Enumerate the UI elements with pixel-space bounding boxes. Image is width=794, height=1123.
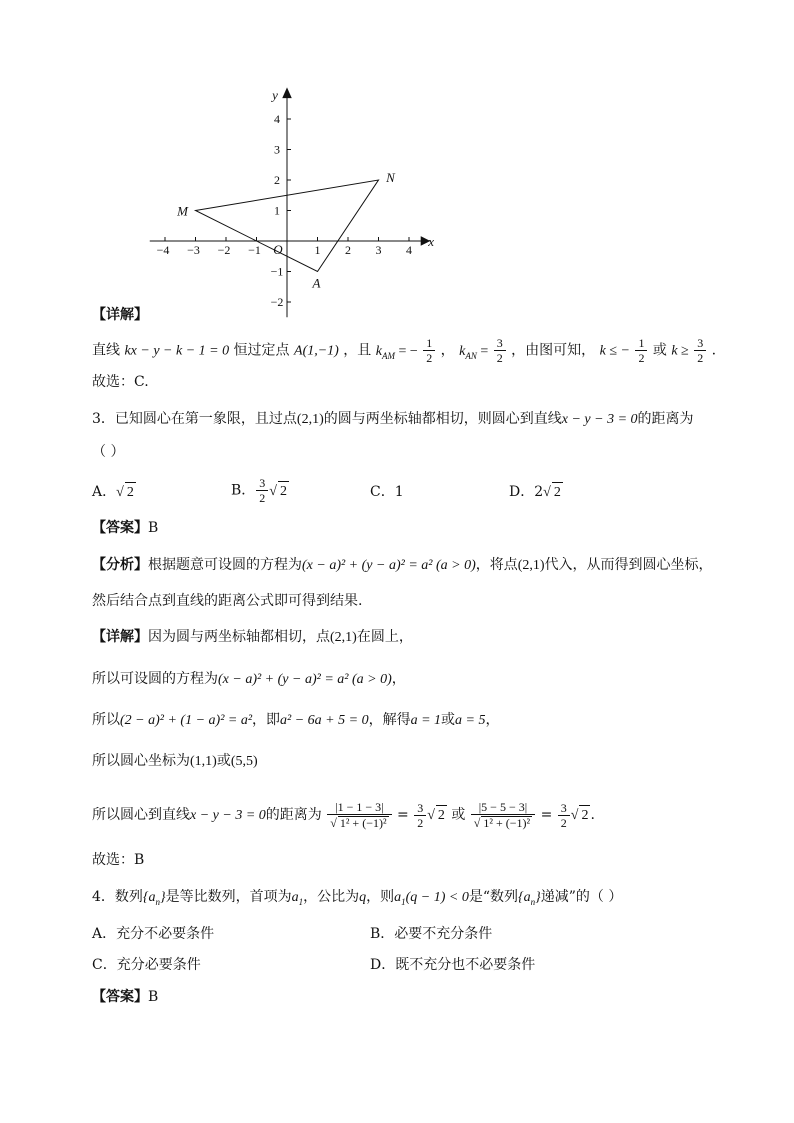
q3-analysis-2: 然后结合点到直线的距离公式即可得到结果. [92,593,363,609]
slope-an: $k_{AN}$ = [459,343,489,361]
q3-analysis [92,555,713,576]
equals: = [540,807,553,823]
point-label-n: N [386,170,395,185]
analysis-tag: 【分析】 [92,557,148,573]
sqrt: √ 2 [571,808,591,823]
text: 在圆上， [356,629,413,645]
y-axis-arrow [283,89,291,98]
answer-value: B [148,520,159,536]
option-d: D．2√ 2 [509,482,563,503]
text: 4．数列 [92,889,143,905]
period: . [711,342,717,359]
text: 的圆与两坐标轴都相切，则圆心到直线 [323,411,562,427]
sequence: $\{a_n\}$ [142,890,166,907]
q3-step-2 [92,710,499,731]
text: ，解得 [368,712,411,728]
period: . [590,807,595,823]
text: 因为圆与两坐标轴都相切，点 [148,629,330,645]
text: ， [485,712,500,728]
text: 所以可设圆的方程为 [92,671,218,687]
answer-tag: 【答案】 [92,989,148,1005]
q2-detail-tag [92,305,148,325]
ratio: q [359,890,367,905]
option-c: C．充分必要条件 [92,957,201,973]
y-tick-label: −1 [270,264,284,279]
coordinate-graph [0,0,794,330]
x-tick-label: 4 [406,243,412,257]
fraction: $\frac{1}{2}$ [635,336,647,365]
text: 或 [216,753,231,769]
text: 所以 [92,712,120,728]
detail-tag: 【详解】 [92,629,148,645]
q4-answer [92,987,158,1007]
x-tick-label: −1 [248,243,261,257]
point: (2,1) [517,558,545,573]
x-tick-label: −4 [156,243,170,257]
text: ， [391,671,406,687]
line-equation: kx − y − k − 1 = 0 [124,343,230,359]
sequence: $\{a_n\}$ [518,890,541,907]
equals: = [397,807,409,823]
y-tick-label: 4 [274,112,280,126]
q2-detail-line [92,336,716,365]
text: 代入，从而得到圆心坐标， [544,557,713,573]
text: 所以圆心坐标为 [92,753,190,769]
x-tick-label: −3 [187,243,200,257]
point: (5,5) [230,754,258,769]
text: ，即 [252,712,281,728]
circle-equation: (x − a)² + (y − a)² = a² (a > 0) [218,672,392,687]
comma: ， [440,342,455,359]
text: 所以圆心到直线 [92,807,190,823]
fraction: $\frac{1}{2}$ [423,336,435,365]
equation: a² − 6a + 5 = 0 [280,713,369,728]
q3-step-1 [92,669,406,690]
text: 或 [441,712,456,728]
q3-paren: （ ） [92,444,125,460]
fraction: $\frac{3}{2}$ [494,336,506,365]
x-axis-label: x [428,234,435,249]
option-b: B．必要不充分条件 [370,926,493,942]
text: ，将点 [475,557,518,573]
line-equation: x − y − 3 = 0 [190,808,266,823]
origin-label: O [273,242,283,257]
fixed-point: A(1,−1) [294,343,339,359]
solution: a = 5 [455,713,486,728]
q3-final: 故选：B [92,852,145,868]
line-equation: x − y − 3 = 0 [561,412,638,427]
distance-fraction-2: $\frac{|5 - 5 - 3|}{\text{√ 1² + (−1)²}}$ [471,800,535,830]
q3-stem [92,409,694,430]
x-tick-label: −2 [217,243,231,257]
equation: (2 − a)² + (1 − a)² = a² [120,713,253,728]
fraction: $\frac{3}{2}$ [414,801,426,830]
text: 恒过定点 [233,342,290,359]
circle-equation: (x − a)² + (y − a)² = a² (a > 0) [302,558,476,573]
option-c: C．1 [370,484,404,500]
option-a: A．√ 2 [92,482,136,503]
text: 递减”的（ ） [540,889,623,905]
option-b: B． $\frac{3}{2}$ √ 2 [231,476,287,505]
y-tick-label: 3 [274,142,280,157]
q3-detail [92,627,413,648]
slope-am: $k_{AM}$ = − [375,343,418,361]
point-label-m: M [177,203,188,219]
text: 根据题意可设圆的方程为 [148,557,302,573]
y-tick-label: 2 [274,173,280,187]
point: (2,1) [330,630,357,645]
q2-answer: 故选：C. [92,374,149,390]
text: ，则 [366,889,395,905]
condition: $a_1(q - 1) < 0$ [394,890,469,907]
fraction: $\frac{3}{2}$ [694,336,706,365]
text: ，且 [343,342,372,359]
q3-step-4 [92,800,595,830]
y-axis-label: y [272,87,278,103]
sqrt: √ 2 [427,808,447,823]
point: (1,1) [190,754,217,769]
fraction: $\frac{3}{2}$ [558,801,570,830]
option-a: A．充分不必要条件 [92,926,215,942]
solution: a = 1 [410,713,442,728]
inequality: k ≤ − [599,343,630,359]
inequality: k ≥ [671,343,689,359]
x-tick-label: 2 [345,243,351,257]
text: ，公比为 [303,889,360,905]
point-label-a: A [312,275,321,291]
x-tick-label: 3 [375,243,382,257]
first-term: $a_1$ [291,890,304,907]
y-tick-label: −2 [270,295,284,309]
answer-value: B [148,989,159,1005]
text: ，由图可知， [511,342,596,359]
distance-fraction-1: $\frac{|1 - 1 - 3|}{\text{√ 1² + (−1)²}}$ [327,800,391,830]
answer-tag: 【答案】 [92,520,148,536]
q3-step-3 [92,751,258,772]
q3-answer [92,518,158,538]
text: 的距离为 [637,411,694,427]
text: 是等比数列，首项为 [165,889,292,905]
text: 直线 [92,342,120,359]
text: 3．已知圆心在第一象限，且过点 [92,411,297,427]
q4-stem [92,887,622,912]
text: 或 [451,807,466,823]
text: 是“数列 [468,889,519,905]
y-tick-label: 1 [274,203,280,218]
option-d: D．既不充分也不必要条件 [370,957,536,973]
x-tick-label: 1 [314,243,321,257]
point: (2,1) [296,412,324,427]
text: 的距离为 [265,807,322,823]
text: 或 [652,342,667,359]
detail-tag: 【详解】 [92,307,148,323]
